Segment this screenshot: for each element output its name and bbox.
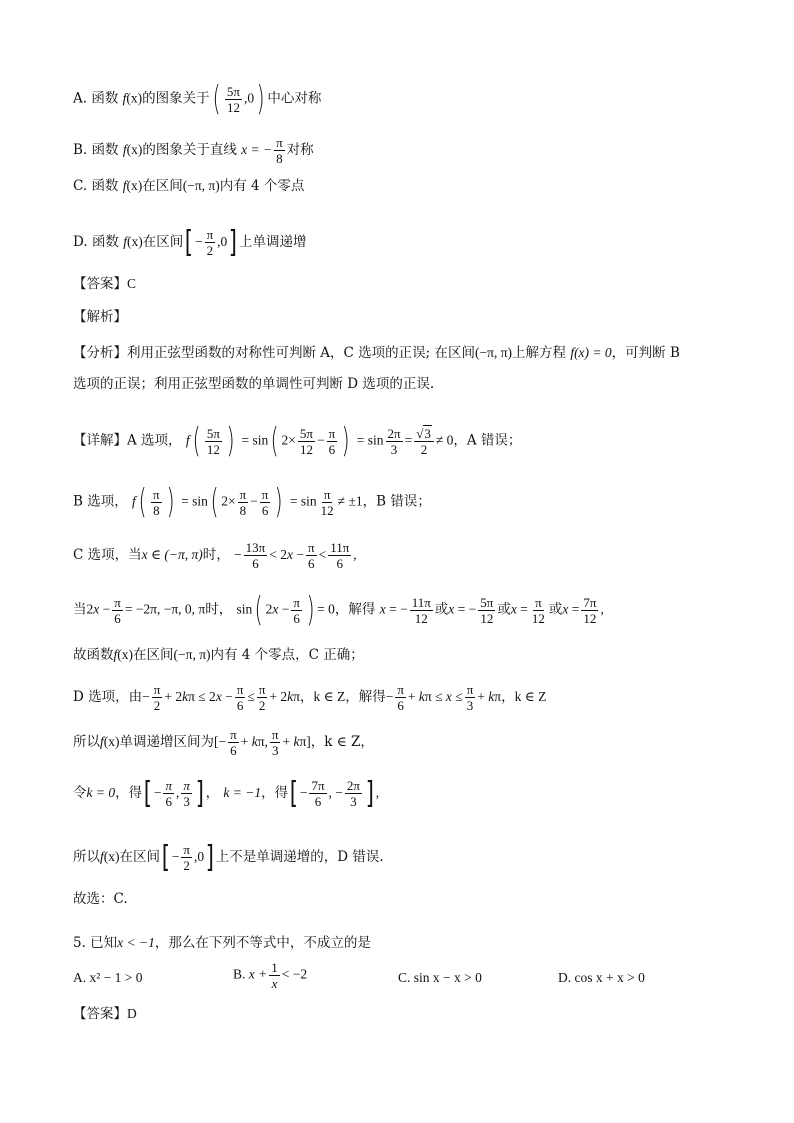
analysis-heading: 【解析】 xyxy=(73,309,127,325)
analysis-paragraph-cont: 选项的正误；利用正弦型函数的单调性可判断 D 选项的正误. xyxy=(73,376,435,392)
analysis-paragraph: 【分析】利用正弦型函数的对称性可判断 A，C 选项的正误; 在区间(−π, π)上解方程 f(x) = 0，可判断 B xyxy=(73,345,680,361)
answer-line: 【答案】C xyxy=(73,276,137,292)
detail-c-solve: 当2x − $\frac{\pi}{6}$ = −2π, −π, 0, π时， sin( 2x − $\frac{\pi}{6}$ ) = 0，解得 x = − $\frac{11\pi}{12}$ 或x = − $\frac{5\pi}{12}$ 或x = $\frac{\pi}{12}$ 或x = $\frac{7\pi}{12}$ , xyxy=(73,590,604,630)
detail-c: C 选项，当x ∈ (−π, π)时， − $\frac{13\pi}{6}$ < 2x − $\frac{\pi}{6}$ < $\frac{11\pi}{6}$ , xyxy=(73,540,357,571)
option-a: A. 函数 f(x)的图象关于( $\frac{5\pi}{12}$ ,0) 中心对称 xyxy=(73,79,322,119)
option-b: B. 函数 f(x)的图象关于直线 x = − $\frac{\pi}{8}$ 对称 xyxy=(73,135,314,166)
detail-c-conclusion: 故函数f(x)在区间(−π, π)内有 4 个零点，C 正确； xyxy=(73,647,364,663)
option-d: D. 函数 f(x)在区间[ − $\frac{\pi}{2}$ ,0] 上单调递增 xyxy=(73,224,307,260)
final-choice: 故选：C. xyxy=(73,891,128,907)
question-5-stem: 5. 已知x < −1，那么在下列不等式中，不成立的是 xyxy=(73,935,371,951)
detail-d-cases: 令k = 0，得[ − $\frac{\pi}{6}$ , $\frac{\pi}{3}$ ] ， k = −1，得[ − $\frac{7\pi}{6}$ , − $\frac{2\pi}{3}$ ] , xyxy=(73,775,380,811)
q5-option-a: A. x² − 1 > 0 xyxy=(73,970,143,985)
option-label: A. xyxy=(73,90,88,107)
detail-a: 【详解】A 选项， f( $\frac{5\pi}{12}$ ) = sin( 2× $\frac{5\pi}{12}$ − $\frac{\pi}{6}$ ) = sin $\frac{2\pi}{3}$ = $\frac{√3}{2}$ ≠ 0，A 错误； xyxy=(73,421,522,461)
detail-d-interval: 所以f(x)单调递增区间为[− $\frac{\pi}{6}$ + kπ, $\frac{\pi}{3}$ + kπ]，k ∈ Z， xyxy=(73,727,374,758)
option-c: C. 函数 f(x)在区间(−π, π)内有 4 个零点 xyxy=(73,178,305,194)
detail-d: D 选项，由− $\frac{\pi}{2}$ + 2kπ ≤ 2x − $\frac{\pi}{6}$ ≤ $\frac{\pi}{2}$ + 2kπ，k ∈ Z，解得− $\frac{\pi}{6}$ + kπ ≤ x ≤ $\frac{\pi}{3}$ + kπ，k ∈ Z xyxy=(73,682,547,713)
detail-d-conclusion: 所以f(x)在区间[ − $\frac{\pi}{2}$ ,0] 上不是单调递增的，D 错误. xyxy=(73,839,384,875)
q5-answer: 【答案】D xyxy=(73,1006,137,1022)
q5-option-b: B. x + $\frac{1}{x}$ < −2 xyxy=(233,960,308,991)
detail-b: B 选项， f( $\frac{\pi}{8}$ ) = sin( 2× $\frac{\pi}{8}$ − $\frac{\pi}{6}$ ) = sin $\frac{\pi}{12}$ ≠ ±1，B 错误； xyxy=(73,482,431,522)
question-5-options xyxy=(73,960,723,1004)
q5-option-c: C. sin x − x > 0 xyxy=(398,970,482,985)
q5-option-d: D. cos x + x > 0 xyxy=(558,970,645,985)
